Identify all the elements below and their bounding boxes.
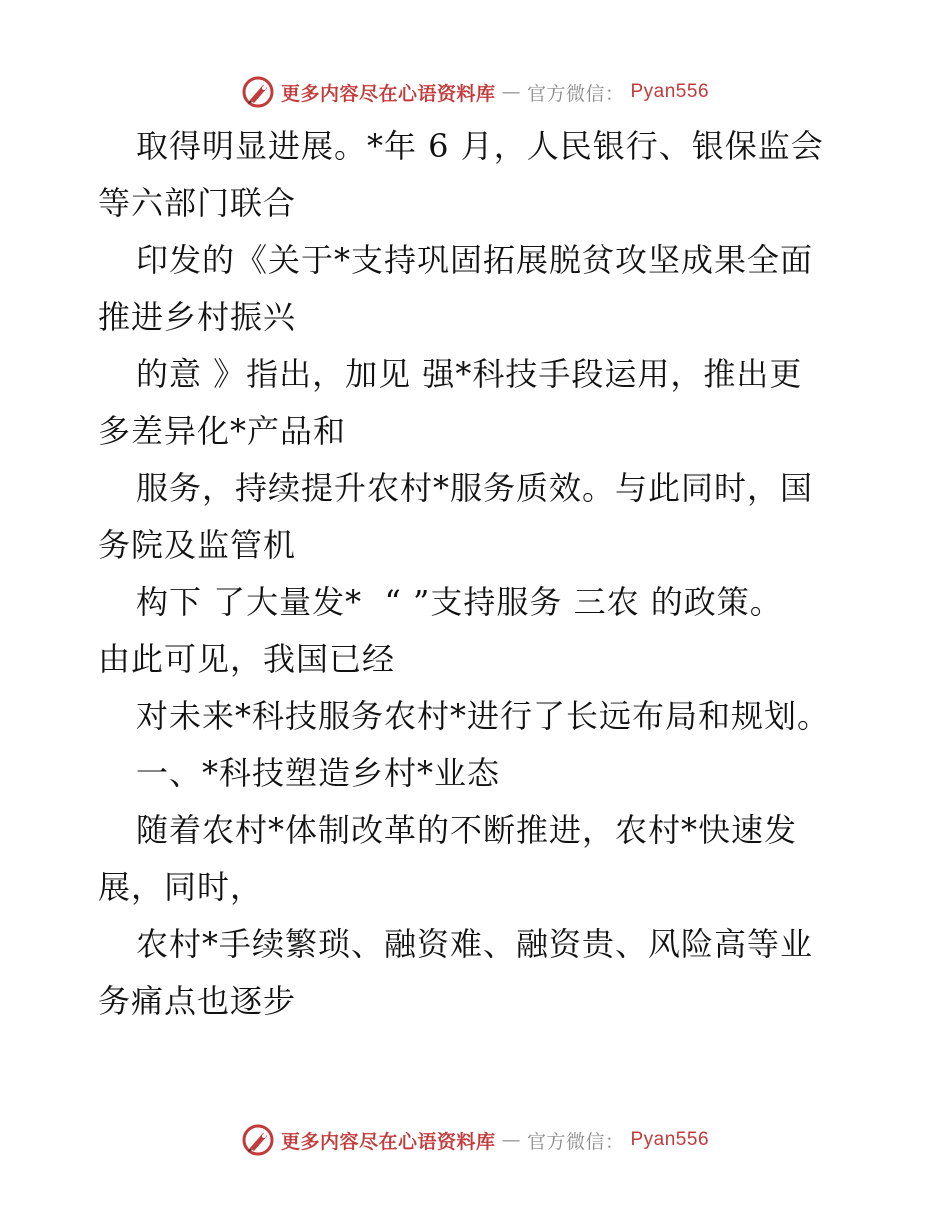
banner-wechat-id: Pyan556 [630, 81, 710, 102]
paragraph-line: 多差异化*产品和 [98, 412, 347, 450]
paragraph-line: 等六部门联合 [98, 184, 297, 222]
banner-dash: — [501, 1129, 521, 1151]
paragraph-line: 取得明显进展。*年 6 月，人民银行、银保监会 [136, 127, 824, 165]
banner-site-name: 更多内容尽在心语资料库 [280, 1130, 496, 1153]
paragraph-line: 由此可见，我国已经 [98, 640, 396, 678]
document-body [98, 118, 838, 1030]
paragraph-line: 随着农村*体制改革的不断推进，农村*快速发 [136, 811, 798, 849]
paragraph-line: 构下 了大量发* “ ”支持服务 三农 的政策。 [136, 583, 783, 621]
banner-wechat-label: 官方微信： [526, 82, 625, 105]
paragraph-line: 务痛点也逐步 [98, 982, 297, 1020]
paragraph-line: 推进乡村振兴 [98, 298, 297, 336]
paragraph-line: 的意 》指出，加见 强*科技手段运用，推出更 [136, 355, 803, 393]
paragraph-line: 农村*手续繁琐、融资难、融资贵、风险高等业 [136, 925, 814, 963]
paragraph-line: 印发的《关于*支持巩固拓展脱贫攻坚成果全面 [136, 241, 814, 279]
header-banner [0, 72, 950, 112]
paragraph-line: 服务，持续提升农村*服务质效。与此同时，国 [136, 469, 814, 507]
banner-site-name: 更多内容尽在心语资料库 [280, 82, 496, 105]
banner-wechat-label: 官方微信： [526, 1130, 625, 1153]
pen-nib-logo-icon [241, 1123, 275, 1157]
section-heading: 一、*科技塑造乡村*业态 [136, 754, 501, 792]
footer-banner [0, 1120, 950, 1160]
banner-dash: — [501, 81, 521, 103]
paragraph-line: 务院及监管机 [98, 526, 297, 564]
paragraph-line: 对未来*科技服务农村*进行了长远布局和规划。 [136, 697, 831, 735]
banner-wechat-id: Pyan556 [630, 1129, 710, 1150]
pen-nib-logo-icon [241, 75, 275, 109]
paragraph-line: 展，同时， [98, 868, 264, 906]
